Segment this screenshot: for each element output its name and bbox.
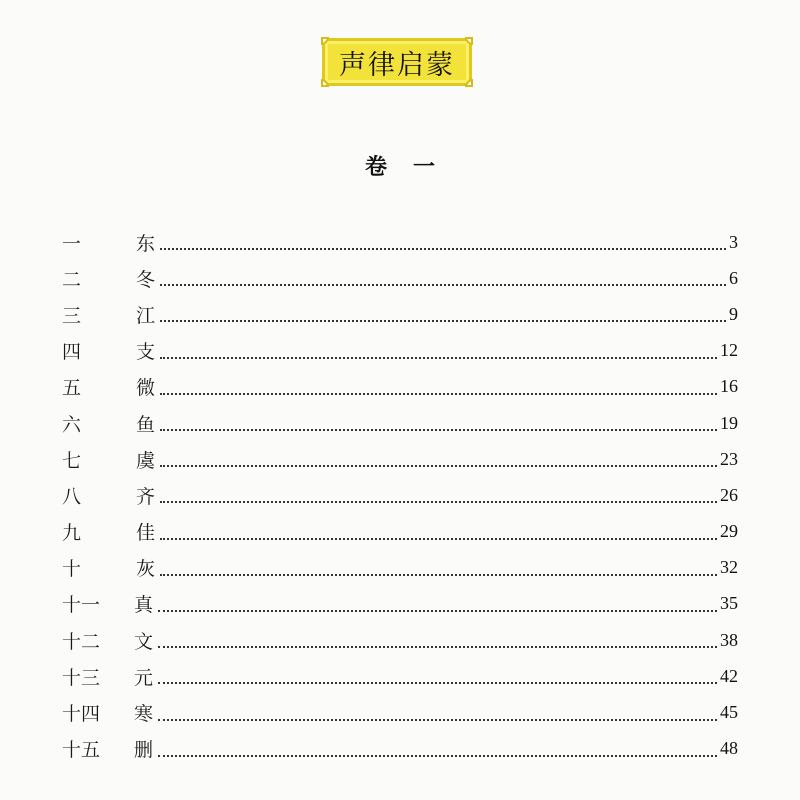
toc-entry-number: 二 xyxy=(62,268,82,291)
toc-entry-title: 灰 xyxy=(136,558,156,581)
toc-entry-page: 38 xyxy=(720,629,738,650)
toc-entry[interactable] xyxy=(62,296,738,332)
toc-entry-page: 45 xyxy=(720,702,738,723)
toc-entry-number: 五 xyxy=(62,377,82,400)
toc-entry-number: 十二 xyxy=(62,630,101,653)
toc-entry[interactable] xyxy=(62,369,738,405)
dot-leader xyxy=(160,501,717,503)
toc-entry-page: 29 xyxy=(720,521,738,542)
toc-entry-number: 十三 xyxy=(62,666,101,689)
toc-entry[interactable] xyxy=(62,441,738,477)
dot-leader xyxy=(160,429,717,431)
dot-leader xyxy=(160,574,717,576)
dot-leader xyxy=(160,357,717,359)
toc-entry-number: 八 xyxy=(62,485,82,508)
toc-entry[interactable] xyxy=(62,224,738,260)
dot-leader xyxy=(158,719,717,721)
dot-leader xyxy=(160,320,726,322)
toc-entry-page: 3 xyxy=(729,231,738,252)
toc-entry-title: 真 xyxy=(134,594,154,617)
toc-entry-title: 佳 xyxy=(136,522,156,545)
toc-entry-title: 微 xyxy=(136,377,156,400)
toc-entry-page: 19 xyxy=(720,412,738,433)
badge-corner-ornament xyxy=(321,37,329,45)
dot-leader xyxy=(158,646,717,648)
toc-entry[interactable] xyxy=(62,405,738,441)
toc-entry[interactable] xyxy=(62,622,738,658)
badge-corner-ornament xyxy=(321,79,329,87)
volume-heading: 卷一 xyxy=(364,155,461,180)
dot-leader xyxy=(160,465,717,467)
toc-entry-title: 鱼 xyxy=(136,413,156,436)
toc-entry-title: 江 xyxy=(136,304,156,327)
dot-leader xyxy=(160,248,726,250)
toc-entry[interactable] xyxy=(62,694,738,730)
toc-entry[interactable] xyxy=(62,731,738,767)
dot-leader xyxy=(160,284,726,286)
dot-leader xyxy=(158,755,717,757)
book-title-badge xyxy=(322,38,472,86)
toc-entry-title: 删 xyxy=(134,739,154,762)
toc-entry-number: 三 xyxy=(62,304,82,327)
toc-entry-page: 9 xyxy=(729,303,738,324)
toc-entry[interactable] xyxy=(62,514,738,550)
dot-leader xyxy=(160,538,717,540)
dot-leader xyxy=(160,393,717,395)
toc-entry[interactable] xyxy=(62,586,738,622)
toc-entry[interactable] xyxy=(62,550,738,586)
toc-entry-page: 12 xyxy=(720,340,738,361)
toc-entry-title: 元 xyxy=(134,666,154,689)
toc-entry-page: 16 xyxy=(720,376,738,397)
toc-entry-title: 寒 xyxy=(134,703,154,726)
toc-entry[interactable] xyxy=(62,658,738,694)
toc-entry-page: 48 xyxy=(720,738,738,759)
toc-entry[interactable] xyxy=(62,333,738,369)
toc-entry-page: 35 xyxy=(720,593,738,614)
table-of-contents xyxy=(62,224,738,767)
toc-entry-number: 一 xyxy=(62,232,82,255)
toc-entry-page: 42 xyxy=(720,665,738,686)
toc-entry-number: 十 xyxy=(62,558,82,581)
toc-entry-number: 九 xyxy=(62,522,82,545)
toc-entry-page: 32 xyxy=(720,557,738,578)
toc-entry-page: 23 xyxy=(720,448,738,469)
toc-entry-title: 东 xyxy=(136,232,156,255)
badge-corner-ornament xyxy=(465,37,473,45)
toc-entry-number: 七 xyxy=(62,449,82,472)
toc-entry[interactable] xyxy=(62,477,738,513)
book-title: 声律启蒙 xyxy=(339,49,455,81)
dot-leader xyxy=(158,610,717,612)
dot-leader xyxy=(158,682,717,684)
toc-entry-title: 支 xyxy=(136,341,156,364)
toc-entry-number: 六 xyxy=(62,413,82,436)
toc-entry-title: 虞 xyxy=(136,449,156,472)
toc-entry-number: 四 xyxy=(62,341,82,364)
toc-entry-title: 冬 xyxy=(136,268,156,291)
toc-entry-page: 6 xyxy=(729,267,738,288)
toc-entry-page: 26 xyxy=(720,484,738,505)
toc-entry[interactable] xyxy=(62,260,738,296)
toc-entry-title: 齐 xyxy=(136,485,156,508)
badge-corner-ornament xyxy=(465,79,473,87)
toc-entry-number: 十五 xyxy=(62,739,101,762)
toc-entry-number: 十四 xyxy=(62,703,101,726)
toc-entry-number: 十一 xyxy=(62,594,101,617)
toc-entry-title: 文 xyxy=(134,630,154,653)
